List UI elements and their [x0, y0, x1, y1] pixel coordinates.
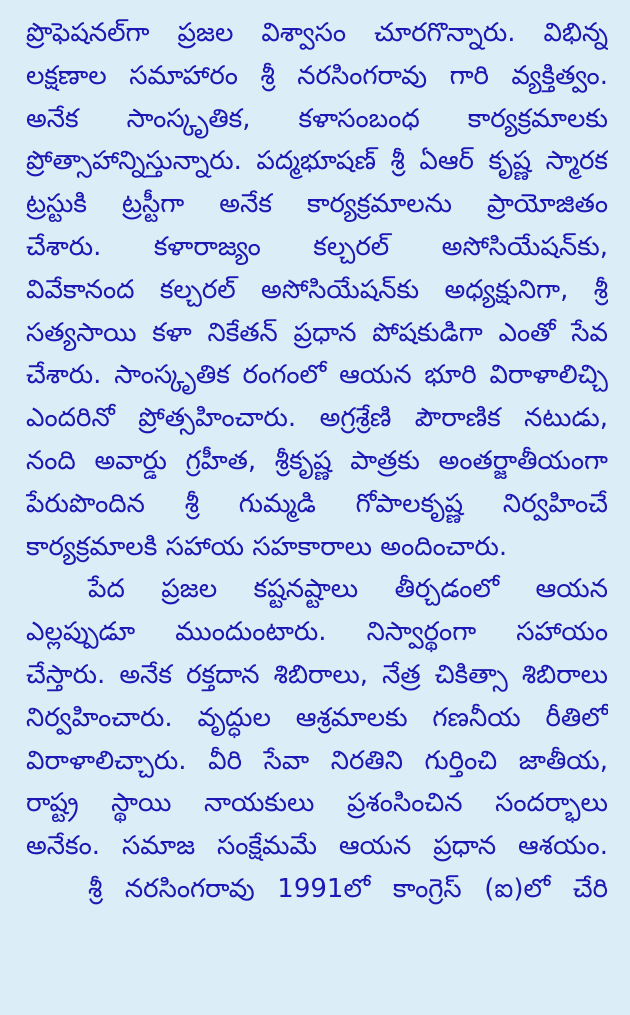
- text-line: నిర్వహించారు. వృద్ధుల ఆశ్రమాలకు గణనీయ రీతిలో: [26, 702, 608, 733]
- text-line: అనేక సాంస్కృతిక, కళాసంబంధ కార్యక్రమాలకు: [26, 103, 608, 134]
- text-line: ఎందరినో ప్రోత్సహించారు. అగ్రశ్రేణి పౌరాణిక నటుడు,: [26, 403, 608, 434]
- text-line: పేరుపొందిన శ్రీ గుమ్మడి గోపాలకృష్ణ నిర్వహించే: [26, 488, 608, 519]
- text-line: చేశారు. కళారాజ్యం కల్చరల్ అసోసియేషన్‌కు,: [26, 231, 608, 262]
- text-line: ఎల్లప్పుడూ ముందుంటారు. నిస్వార్థంగా సహాయం: [26, 617, 608, 648]
- text-line: లక్షణాల సమాహారం శ్రీ నరసింగరావు గారి వ్యక్తిత్వం.: [26, 60, 608, 91]
- text-line: ట్రస్టుకి ట్రస్టీగా అనేక కార్యక్రమాలను ప్రాయోజితం: [26, 189, 608, 220]
- text-line: కార్యక్రమాలకి సహాయ సహకారాలు అందించారు.: [26, 531, 508, 562]
- text-line: పేద ప్రజల కష్టనష్టాలు తీర్చడంలో ఆయన: [88, 574, 608, 605]
- paragraph-2: [26, 568, 608, 868]
- text-line: విరాళాలిచ్చారు. వీరి సేవా నిరతిని గుర్తించి జాతీయ,: [26, 745, 608, 776]
- paragraph-1: [26, 12, 608, 568]
- text-line: నంది అవార్డు గ్రహీత, శ్రీకృష్ణ పాత్రకు అంతర్జాతీయంగా: [26, 445, 608, 476]
- text-line: ప్రోత్సాహాన్నిస్తున్నారు. పద్మభూషణ్ శ్రీ ఏఆర్ కృష్ణ స్మారక: [26, 146, 608, 177]
- text-line: శ్రీ నరసింగరావు 1991లో కాంగ్రెస్ (ఐ)లో చేరి: [88, 873, 608, 904]
- paragraph-3: [26, 868, 608, 911]
- text-line: ప్రొఫెషనల్‌గా ప్రజల విశ్వాసం చూరగొన్నారు. విభిన్న: [26, 18, 608, 48]
- text-line: రాష్ట్ర స్థాయి నాయకులు ప్రశంసించిన సందర్భాలు: [26, 788, 608, 819]
- text-line: చేశారు. సాంస్కృతిక రంగంలో ఆయన భూరి విరాళాలిచ్చి: [26, 360, 608, 391]
- text-line: చేస్తారు. అనేక రక్తదాన శిబిరాలు, నేత్ర చికిత్సా శిబిరాలు: [26, 659, 608, 690]
- text-line: వివేకానంద కల్చరల్ అసోసియేషన్‌కు అధ్యక్షునిగా, శ్రీ: [26, 274, 608, 305]
- text-line: సత్యసాయి కళా నికేతన్ ప్రధాన పోషకుడిగా ఎంతో సేవ: [26, 317, 608, 348]
- text-line: అనేకం. సమాజ సంక్షేమమే ఆయన ప్రధాన ఆశయం.: [26, 831, 608, 862]
